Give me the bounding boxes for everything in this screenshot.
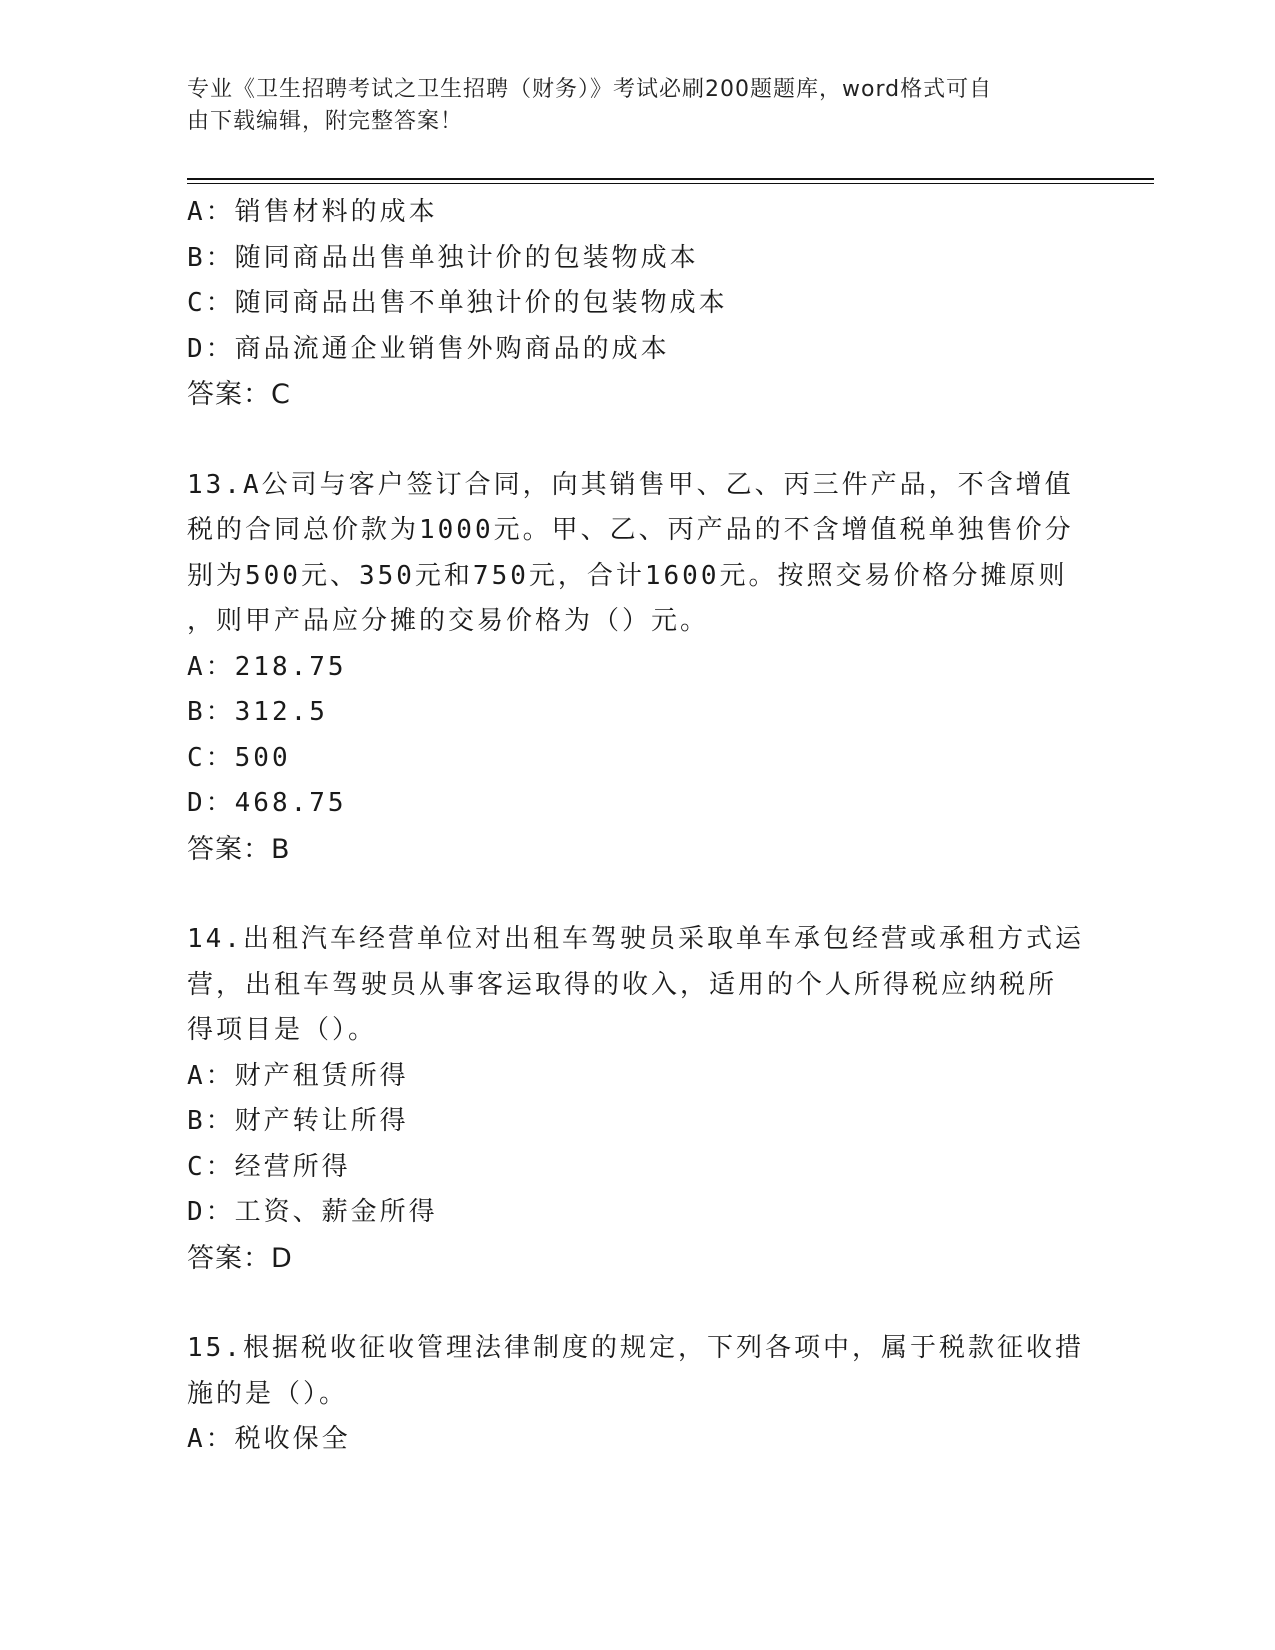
question-line: 15.根据税收征收管理法律制度的规定，下列各项中，属于税款征收措 [187,1333,1084,1363]
question-line: 施的是（）。 [187,1378,349,1409]
option-c: C：经营所得 [187,1151,351,1182]
spacer [187,418,1087,463]
answer-line: 答案：C [187,379,291,410]
question-text [187,463,1087,645]
option-a: A：销售材料的成本 [187,197,438,227]
option-a: A：218.75 [187,651,347,682]
question-line: 税的合同总价款为1000元。甲、乙、丙产品的不含增值税单独售价分 [187,515,1074,545]
document-header [187,74,1067,138]
question-line: 营，出租车驾驶员从事客运取得的收入，适用的个人所得税应纳税所 [187,969,1058,1000]
header-line-2: 由下载编辑，附完整答案！ [187,109,464,134]
question-14-block [187,917,1087,1281]
option-b: B：财产转让所得 [187,1106,409,1136]
spacer [187,872,1087,917]
header-line-1: 专业《卫生招聘考试之卫生招聘（财务）》考试必刷200题题库，word格式可自 [187,77,993,102]
option-c: C：500 [187,742,291,773]
question-12-block [187,190,1087,418]
question-line: 14.出租汽车经营单位对出租车驾驶员采取单车承包经营或承租方式运 [187,924,1084,954]
question-line: 得项目是（）。 [187,1015,378,1045]
question-13-block [187,463,1087,873]
answer-line: 答案：D [187,1242,293,1274]
document-body [187,190,1087,1463]
option-d: D：工资、薪金所得 [187,1197,438,1227]
option-a: A：税收保全 [187,1424,351,1454]
header-divider-thick [187,178,1154,180]
question-text [187,1326,1087,1417]
option-b: B：312.5 [187,697,328,727]
spacer [187,1281,1087,1326]
answer-line: 答案：B [187,833,291,865]
question-line: 13.A公司与客户签订合同，向其销售甲、乙、丙三件产品，不含增值 [187,469,1074,500]
option-b: B：随同商品出售单独计价的包装物成本 [187,242,699,273]
question-line: ，则甲产品应分摊的交易价格为（）元。 [187,606,710,636]
question-text [187,917,1087,1054]
header-divider-thin [187,183,1154,184]
option-a: A：财产租赁所得 [187,1060,409,1091]
question-15-block [187,1326,1087,1463]
question-line: 别为500元、350元和750元，合计1600元。按照交易价格分摊原则 [187,560,1068,591]
option-c: C：随同商品出售不单独计价的包装物成本 [187,288,728,318]
option-d: D：商品流通企业销售外购商品的成本 [187,333,670,364]
option-d: D：468.75 [187,788,347,818]
